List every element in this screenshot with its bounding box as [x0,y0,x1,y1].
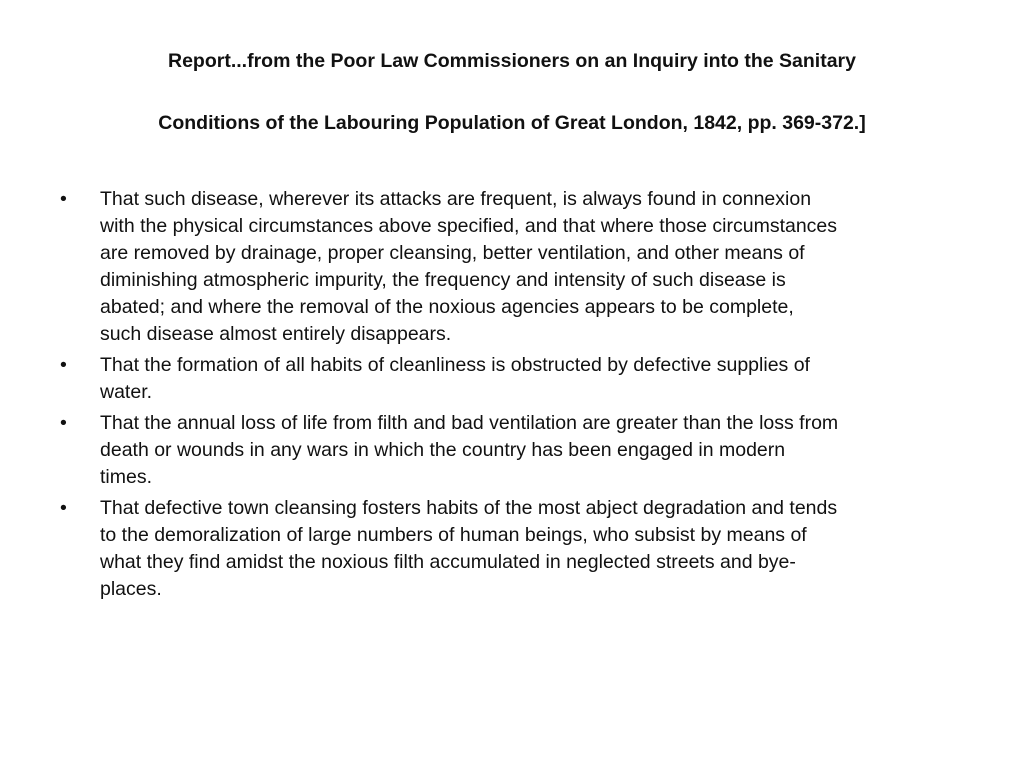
bullet-line: to the demoralization of large numbers of human beings, who subsist by means of [100,524,807,546]
bullet-line: That defective town cleansing fosters habits of the most abject degradation and tends [100,497,838,519]
bullet-item [60,410,970,491]
bullet-line: places. [100,578,162,600]
bullet-icon: • [60,188,67,210]
bullet-line: such disease almost entirely disappears. [100,323,452,345]
bullet-line: That such disease, wherever its attacks are frequent, is always found in connexion [100,188,812,210]
bullet-item [60,352,970,406]
bullet-icon: • [60,412,67,434]
bullet-line: diminishing atmospheric impurity, the frequency and intensity of such disease is [100,269,786,291]
bullet-line: with the physical circumstances above specified, and that where those circumstances [100,215,838,237]
bullet-line: death or wounds in any wars in which the country has been engaged in modern [100,439,786,461]
bullet-line: are removed by drainage, proper cleansing, better ventilation, and other means of [100,242,805,264]
bullet-line: what they find amidst the noxious filth accumulated in neglected streets and bye- [100,551,796,573]
bullet-line: That the formation of all habits of cleanliness is obstructed by defective supplies of [100,354,810,376]
bullet-item [60,495,970,603]
bullet-line: times. [100,466,153,488]
bullet-list [60,186,970,607]
bullet-icon: • [60,497,67,519]
bullet-line: water. [100,381,153,403]
bullet-item [60,186,970,348]
title-line-1: Report...from the Poor Law Commissioners on an Inquiry into the Sanitary [167,50,856,72]
bullet-line: That the annual loss of life from filth and bad ventilation are greater than the loss from [100,412,839,434]
bullet-icon: • [60,354,67,376]
title-line-2: Conditions of the Labouring Population of Great London, 1842, pp. 369-372.] [158,112,866,134]
bullet-line: abated; and where the removal of the noxious agencies appears to be complete, [100,296,794,318]
